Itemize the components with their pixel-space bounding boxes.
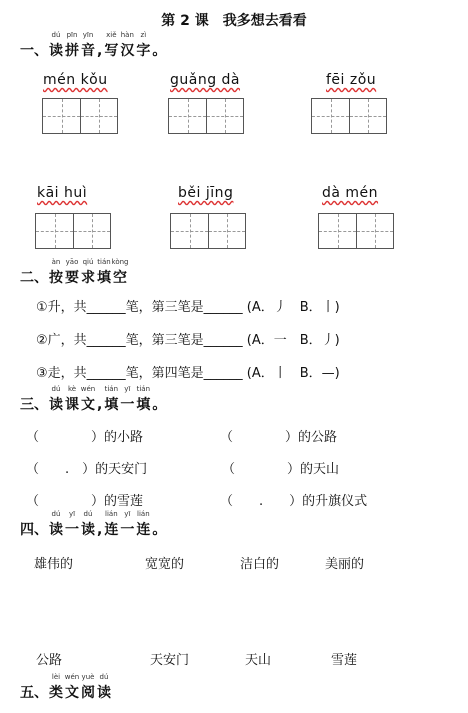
heading-char: kè 课 — [65, 394, 79, 414]
heading-pinyin: yī — [124, 510, 131, 518]
heading-pinyin: xiě — [106, 31, 117, 39]
page-title: 第 2 课 我多想去看看 — [161, 13, 307, 29]
match-word-bottom[interactable]: 雪莲 — [331, 653, 358, 668]
heading-pinyin: wén — [64, 673, 80, 681]
heading-pinyin: dú — [51, 31, 61, 39]
heading-char: 。 — [152, 397, 167, 413]
heading-pinyin: kè — [67, 385, 77, 393]
heading-char: wén 文 — [65, 682, 79, 702]
heading-char: dú 读 — [49, 40, 63, 60]
stroke-question: ③走，共______笔，第四笔是______ (A．丨 B．—) — [36, 366, 340, 381]
stroke-question: ②广，共______笔，第三笔是______ (A．一 B．丿) — [36, 333, 340, 348]
heading-char: yuè 阅 — [81, 682, 95, 702]
match-word-bottom[interactable]: 天安门 — [150, 653, 190, 668]
heading-char: pīn 拼 — [65, 40, 79, 60]
match-word-bottom[interactable]: 公路 — [36, 653, 63, 668]
heading-pinyin: tián — [104, 385, 119, 393]
heading-pinyin: yuè — [81, 673, 95, 681]
section-heading — [20, 385, 167, 414]
heading-pinyin: wén — [80, 385, 96, 393]
fill-blank-item: （ ）的天山 — [222, 462, 340, 477]
heading-pinyin: lián — [105, 510, 118, 518]
fill-blank-item: （ . ）的天安门 — [26, 462, 148, 477]
section-number: 二、 — [20, 270, 48, 286]
section-heading — [20, 258, 129, 287]
heading-char: kòng 空 — [113, 267, 127, 287]
fill-blank-item: （ ）的雪莲 — [26, 494, 144, 509]
heading-char: 。 — [152, 43, 167, 59]
heading-pinyin: qiú — [82, 258, 94, 266]
heading-pinyin: dú — [51, 385, 61, 393]
heading-pinyin: hàn — [120, 31, 134, 39]
match-word-top[interactable]: 雄伟的 — [34, 557, 74, 572]
heading-char: 。 — [152, 522, 167, 538]
fill-blank-item: （ . ）的升旗仪式 — [220, 494, 368, 509]
match-word-top[interactable]: 宽宽的 — [145, 557, 185, 572]
writing-grid[interactable] — [311, 98, 387, 134]
heading-pinyin: lián — [137, 510, 150, 518]
writing-grid[interactable] — [318, 213, 394, 249]
match-word-bottom[interactable]: 天山 — [245, 653, 272, 668]
fill-blank-item: （ ）的小路 — [26, 430, 144, 445]
heading-char: tián 填 — [97, 267, 111, 287]
heading-pinyin: lèi — [51, 673, 61, 681]
heading-pinyin: dú — [99, 673, 109, 681]
heading-char: dú 读 — [81, 519, 95, 539]
heading-char: hàn 汉 — [120, 40, 134, 60]
heading-pinyin: yāo — [65, 258, 79, 266]
section-number: 四、 — [20, 522, 48, 538]
heading-char: dú 读 — [49, 394, 63, 414]
match-word-top[interactable]: 美丽的 — [325, 557, 365, 572]
writing-grid[interactable] — [168, 98, 244, 134]
section-heading — [20, 510, 167, 539]
writing-grid[interactable] — [42, 98, 118, 134]
heading-pinyin: dú — [83, 510, 93, 518]
heading-char: zì 字 — [136, 40, 150, 60]
pinyin-prompt: guǎng dà — [170, 72, 241, 88]
section-number: 一、 — [20, 43, 48, 59]
heading-char: yīn 音 — [81, 40, 95, 60]
heading-char: àn 按 — [49, 267, 63, 287]
heading-char: lèi 类 — [49, 682, 63, 702]
heading-char: qiú 求 — [81, 267, 95, 287]
heading-char: tián 填 — [136, 394, 150, 414]
heading-char: lián 连 — [136, 519, 150, 539]
heading-pinyin: dú — [51, 510, 61, 518]
pinyin-prompt: běi jīng — [178, 185, 234, 201]
heading-char: wén 文 — [81, 394, 95, 414]
heading-char: , — [97, 397, 103, 413]
fill-blank-item: （ ）的公路 — [220, 430, 338, 445]
heading-pinyin: pīn — [66, 31, 78, 39]
heading-char: , — [97, 43, 103, 59]
heading-char: yāo 要 — [65, 267, 79, 287]
writing-grid[interactable] — [35, 213, 111, 249]
heading-pinyin: tián — [136, 385, 151, 393]
heading-pinyin: tián — [97, 258, 111, 266]
heading-pinyin: kòng — [111, 258, 129, 266]
heading-pinyin: zì — [140, 31, 147, 39]
section-heading — [20, 673, 112, 702]
section-number: 三、 — [20, 397, 48, 413]
heading-char: lián 连 — [104, 519, 118, 539]
heading-pinyin: yī — [124, 385, 131, 393]
section-number: 五、 — [20, 685, 48, 701]
heading-char: tián 填 — [104, 394, 118, 414]
heading-char: , — [97, 522, 103, 538]
stroke-question: ①升，共______笔，第三笔是______ (A．丿 B．丨) — [36, 300, 340, 315]
match-word-top[interactable]: 洁白的 — [240, 557, 280, 572]
heading-char: yī 一 — [120, 519, 134, 539]
pinyin-prompt: fēi zǒu — [326, 72, 377, 88]
heading-pinyin: yī — [68, 510, 76, 518]
writing-grid[interactable] — [170, 213, 246, 249]
heading-char: dú 读 — [97, 682, 111, 702]
heading-char: yī 一 — [120, 394, 134, 414]
heading-char: xiě 写 — [104, 40, 118, 60]
pinyin-prompt: mén kǒu — [43, 72, 108, 88]
heading-pinyin: àn — [51, 258, 61, 266]
pinyin-prompt: kāi huì — [37, 185, 88, 201]
heading-char: yī 一 — [65, 519, 79, 539]
pinyin-prompt: dà mén — [322, 185, 379, 201]
heading-pinyin: yīn — [82, 31, 94, 39]
heading-char: dú 读 — [49, 519, 63, 539]
section-heading — [20, 31, 167, 60]
